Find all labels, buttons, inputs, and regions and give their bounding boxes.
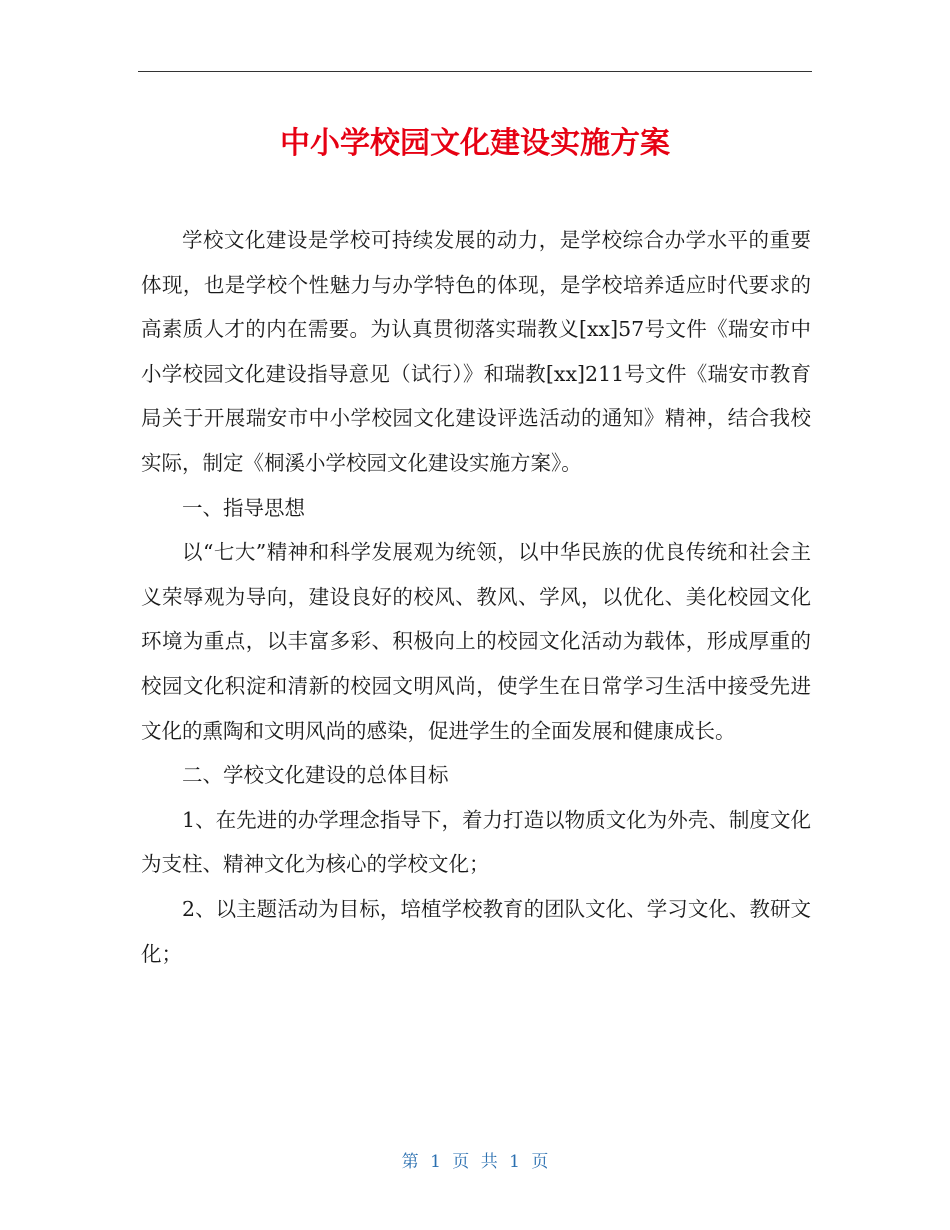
document-body [141,218,811,976]
section-heading-overall-goals: 二、学校文化建设的总体目标 [182,763,449,788]
intro-paragraph: 学校文化建设是学校可持续发展的动力，是学校综合办学水平的重要体现，也是学校个性魅力与办学特色的体现，是学校培养适应时代要求的高素质人才的内在需要。为认真贯彻落实瑞教义[xx]57号文件《瑞安市中小学校园文化建设指导意见（试行）》和瑞教[xx]211号文件《瑞安市教育局关于开展瑞安市中小学校园文化建设评选活动的通知》精神，结合我校实际，制定《桐溪小学校园文化建设实施方案》。 [141,228,811,475]
page-number-footer: 第 1 页 共 1 页 [401,1152,549,1172]
goal-item-1: 1、在先进的办学理念指导下，着力打造以物质文化为外壳、制度文化为支柱、精神文化为核心的学校文化； [141,807,811,877]
goal-item-2: 2、以主题活动为目标，培植学校教育的团队文化、学习文化、教研文化； [141,896,811,966]
guiding-ideology-paragraph: 以“七大”精神和科学发展观为统领，以中华民族的优良传统和社会主义荣辱观为导向，建设良好的校风、教风、学风，以优化、美化校园文化环境为重点，以丰富多彩、积极向上的校园文化活动为载体，形成厚重的校园文化积淀和清新的校园文明风尚，使学生在日常学习生活中接受先进文化的熏陶和文明风尚的感染，促进学生的全面发展和健康成长。 [141,540,811,743]
section-heading-guiding-ideology: 一、指导思想 [182,495,305,520]
header-rule [138,71,812,72]
document-title: 中小学校园文化建设实施方案 [280,126,670,161]
